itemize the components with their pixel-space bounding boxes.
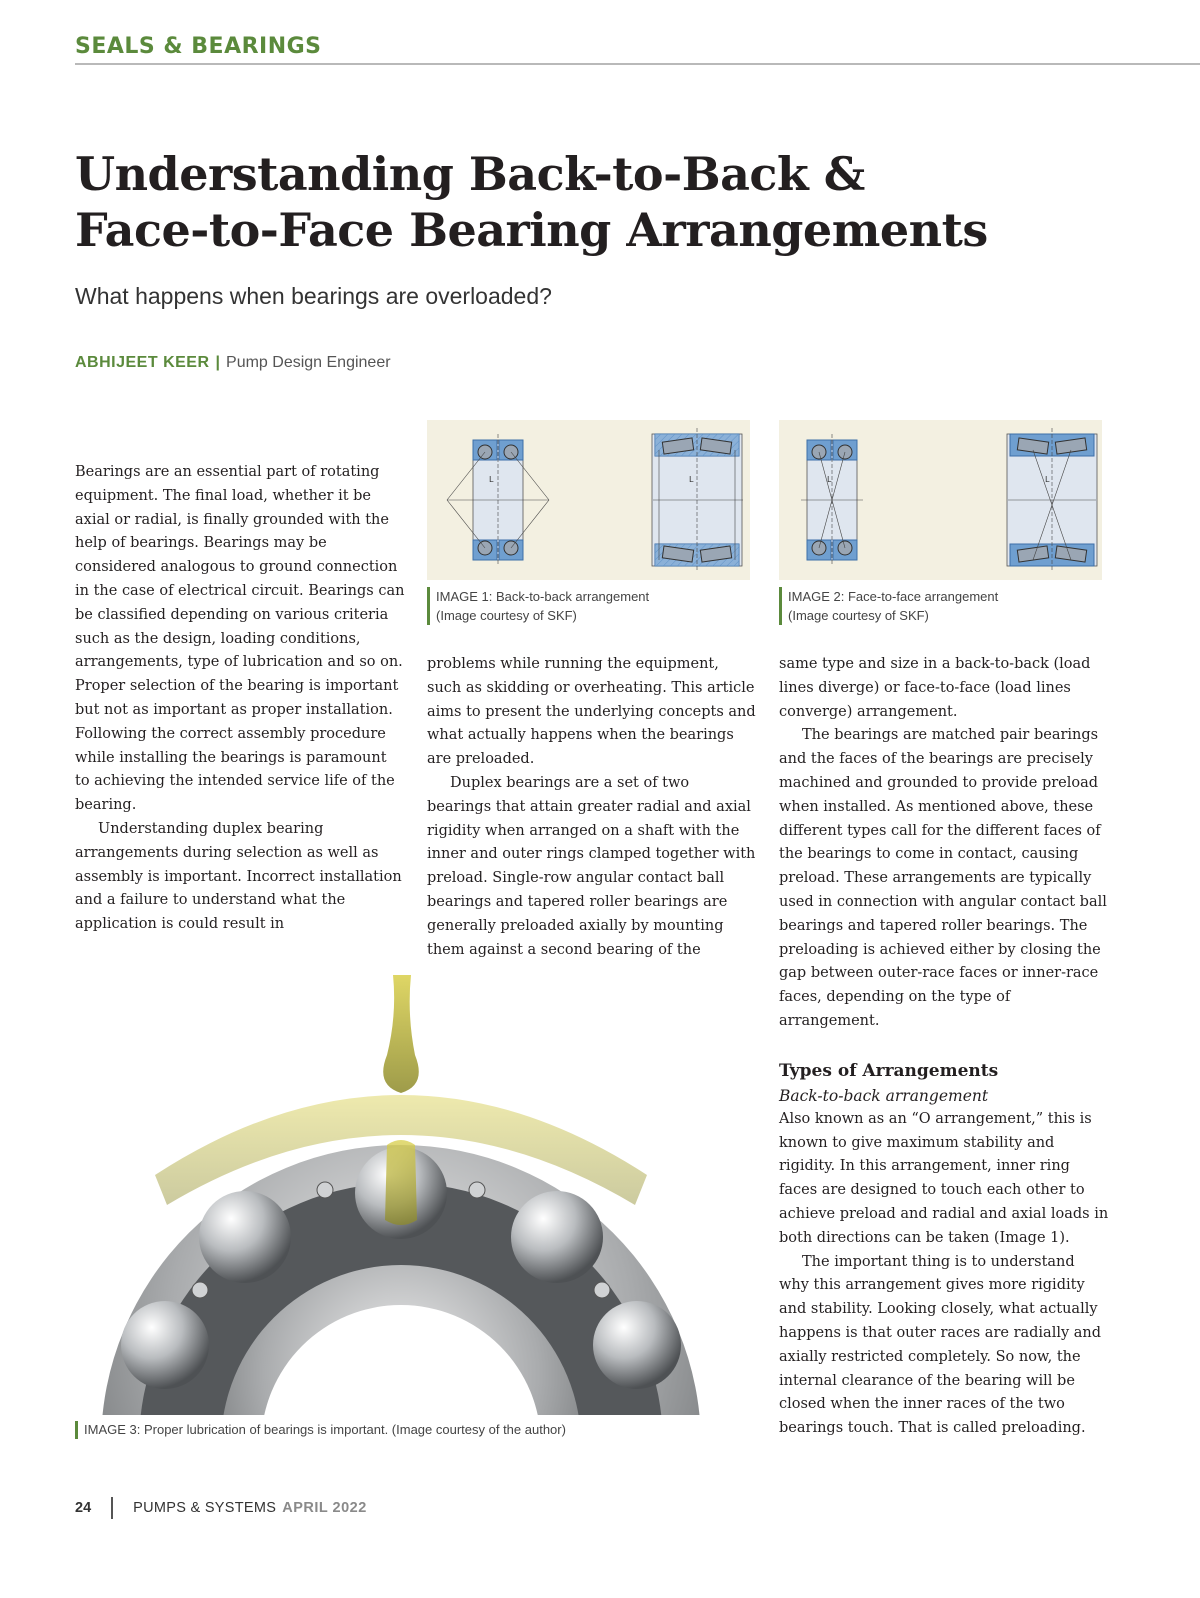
image-3-lubricated-bearing-photo	[75, 975, 727, 1415]
image-1-caption	[427, 587, 751, 625]
caption-line: (Image courtesy of SKF)	[436, 608, 577, 623]
image-1-back-to-back-diagram	[427, 420, 750, 580]
image-2-caption	[779, 587, 1103, 625]
title-line-2: Face-to-Face Bearing Arrangements	[75, 203, 988, 257]
author-name: ABHIJEET KEER	[75, 354, 210, 371]
paragraph: Bearings are an essential part of rotating equipment. The final load, whether it be axial or radial, is finally grounded with the help of bearings. Bearings may be considered analogous to ground connection in the case of electrical circuit. Bearings can be classified depending on various criteria such as the design, loading conditions, arrangements, type of lubrication and so on. Proper selection of the bearing is important but not as important as proper installation. Following the correct assembly procedure while installing the bearings is paramount to achieving the intended service life of the bearing.	[75, 464, 405, 814]
article-title	[75, 146, 1075, 258]
magazine-name: PUMPS & SYSTEMS	[133, 1500, 277, 1516]
tapered-roller-bearing-pair	[652, 428, 743, 572]
back-to-back-diagram-svg	[427, 420, 750, 580]
paragraph: The bearings are matched pair bearings and the faces of the bearings are precisely machined and grounded to provide preload when installed. As mentioned above, these different types call for the different faces of the bearings to come in contact, causing preload. These arrangements are typically used in connection with angular contact ball bearings and tapered roller bearings. The preloading is achieved either by closing the gap between outer-race faces or inner-race faces, depending on the type of arrangement.	[779, 727, 1107, 1029]
dimension-label: L	[1045, 475, 1050, 484]
paragraph: Also known as an “O arrangement,” this is known to give maximum stability and rigidity. In this arrangement, inner ring faces are designed to touch each other to achieve preload and radial and axial loads in both directions can be taken (Image 1).	[779, 1110, 1109, 1246]
title-line-1: Understanding Back-to-Back &	[75, 147, 865, 201]
body-column-1	[75, 461, 405, 937]
body-column-2	[427, 653, 757, 962]
author-role: Pump Design Engineer	[226, 354, 391, 371]
footer-divider	[111, 1497, 113, 1519]
paragraph: same type and size in a back-to-back (load lines diverge) or face-to-face (load lines converge) arrangement.	[779, 656, 1091, 720]
section-tag: SEALS & BEARINGS	[75, 34, 322, 59]
paragraph: Duplex bearings are a set of two bearings that attain greater radial and axial rigidity when arranged on a shaft with the inner and outer rings clamped together with preload. Single-row angular contact ball bearings and tapered roller bearings are generally preloaded axially by mounting them against a second bearing of the	[427, 774, 756, 958]
paragraph: problems while running the equipment, such as skidding or overheating. This article aims to present the underlying concepts and what actually happens when the bearings are preloaded.	[427, 656, 756, 768]
tapered-roller-bearing-pair	[1007, 428, 1097, 572]
image-3-caption: IMAGE 3: Proper lubrication of bearings is important. (Image courtesy of the author)	[75, 1421, 734, 1439]
page-footer	[75, 1497, 367, 1519]
dimension-label: L	[827, 475, 832, 484]
ball-bearing-pair	[447, 434, 549, 566]
body-column-3	[779, 653, 1109, 1441]
page-number: 24	[75, 1500, 92, 1516]
paragraph: Understanding duplex bearing arrangements during selection as well as assembly is important. Incorrect installation and a failure to understand what the application is could result in	[75, 820, 402, 933]
issue-date: APRIL 2022	[282, 1500, 367, 1516]
caption-line: IMAGE 1: Back-to-back arrangement	[436, 589, 650, 604]
bearing-photo-illustration	[75, 975, 727, 1415]
byline	[75, 354, 391, 372]
article-subtitle: What happens when bearings are overloaded?	[75, 283, 552, 309]
face-to-face-diagram-svg	[779, 420, 1102, 580]
dimension-label: L	[689, 475, 694, 484]
dimension-label: L	[489, 475, 494, 484]
ball-bearing-pair	[801, 434, 863, 566]
caption-line: (Image courtesy of SKF)	[788, 608, 929, 623]
image-2-face-to-face-diagram	[779, 420, 1102, 580]
subsection-heading: Back-to-back arrangement	[779, 1086, 989, 1105]
byline-separator: |	[215, 354, 221, 371]
section-heading: Types of Arrangements	[779, 1060, 999, 1081]
header-rule	[75, 63, 1200, 65]
paragraph: The important thing is to understand why this arrangement gives more rigidity and stability. Looking closely, what actually happens is that outer races are radially and axially restricted completely. So now, the internal clearance of the bearing will be closed when the inner races of the two bearings touch. That is called preloading.	[779, 1253, 1102, 1437]
caption-line: IMAGE 2: Face-to-face arrangement	[788, 589, 999, 604]
